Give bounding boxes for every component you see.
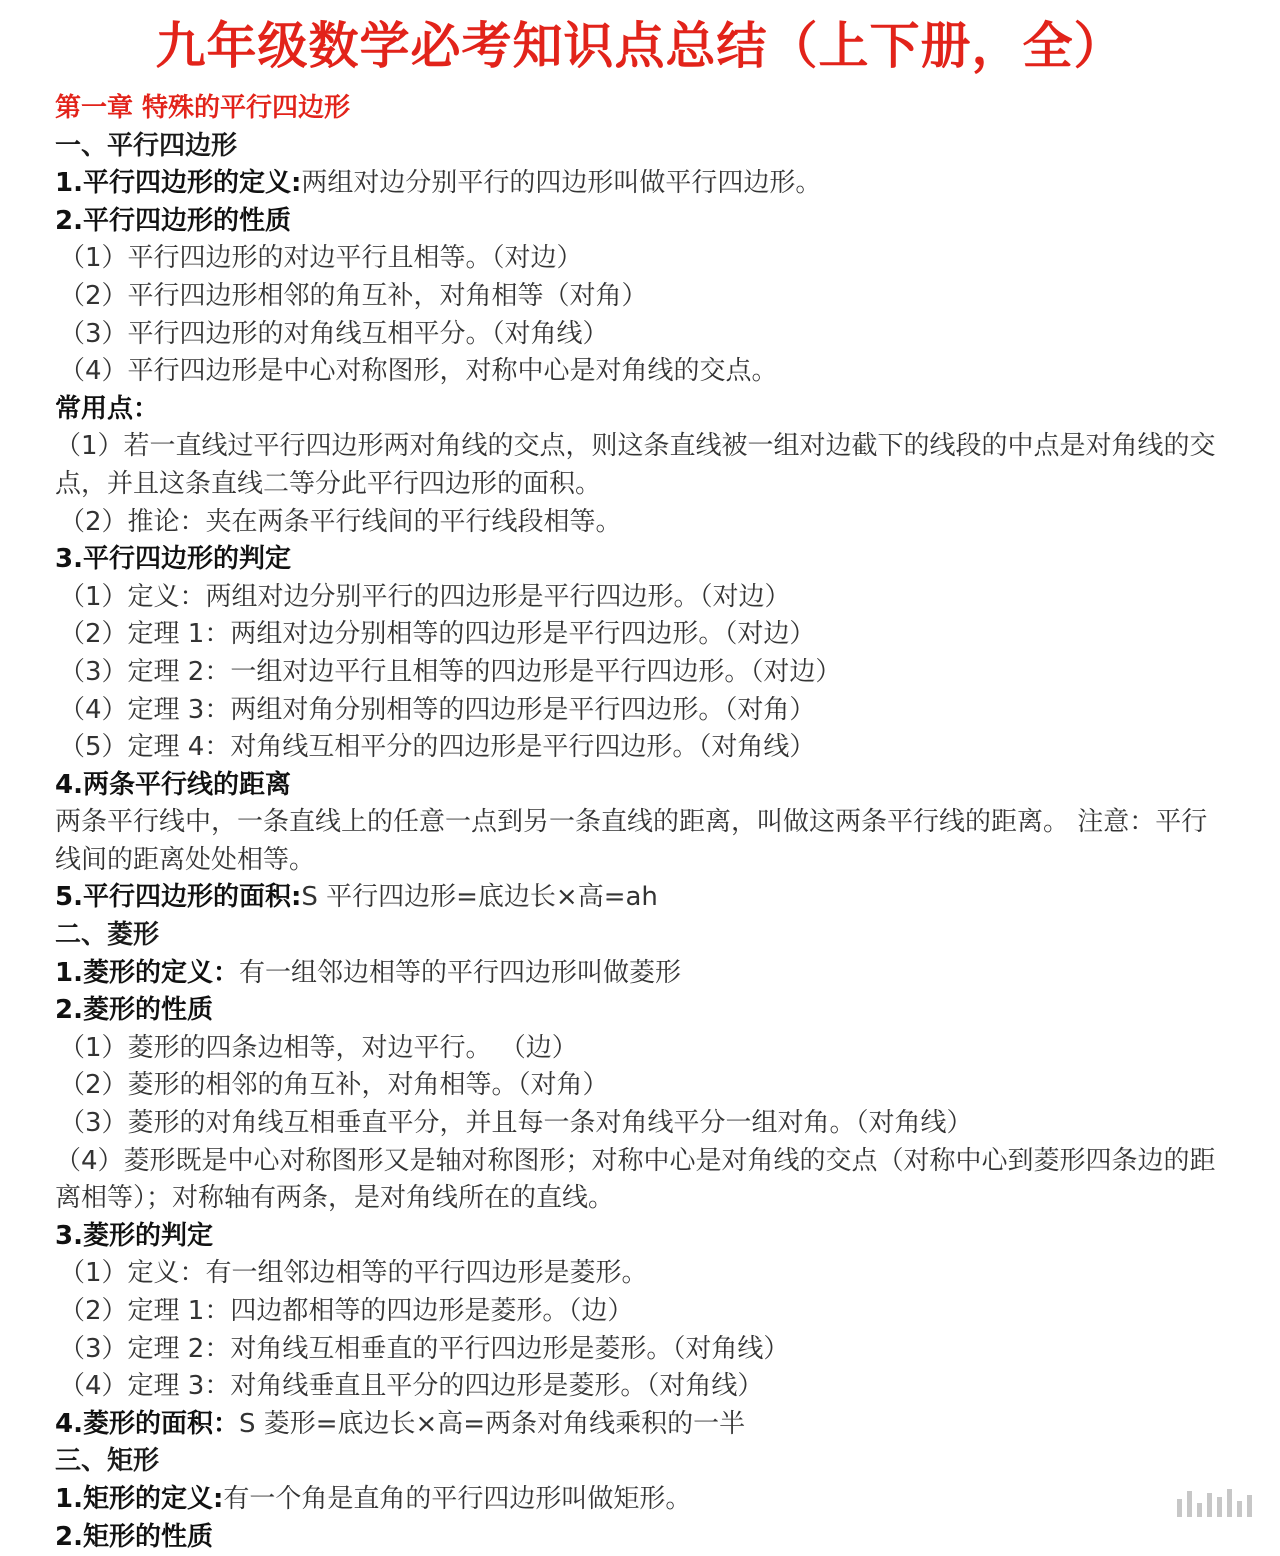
list-item: （2）定理 1：两组对边分别相等的四边形是平行四边形。（对边） — [59, 619, 816, 650]
document-body — [55, 90, 1227, 1556]
list-item: （2）定理 1：四边都相等的四边形是菱形。（边） — [59, 1296, 634, 1326]
list-item: （3）定理 2：对角线互相垂直的平行四边形是菱形。（对角线） — [59, 1333, 790, 1364]
parallelogram-area — [55, 879, 1227, 917]
definition-label: 1.矩形的定义: — [55, 1483, 224, 1514]
parallel-distance-heading: 4.两条平行线的距离 — [55, 769, 291, 800]
definition-text: 有一组邻边相等的平行四边形叫做菱形 — [238, 957, 681, 988]
rectangle-definition — [55, 1481, 1227, 1519]
area-label: 4.菱形的面积： — [55, 1408, 239, 1439]
parallelogram-definition — [55, 165, 1227, 203]
area-text: S 菱形=底边长×高=两条对角线乘积的一半 — [238, 1408, 746, 1439]
definition-label: 1.菱形的定义： — [55, 957, 239, 988]
list-item: （1）定义：两组对边分别平行的四边形是平行四边形。（对边） — [59, 581, 791, 612]
area-text: S 平行四边形=底边长×高=ah — [301, 882, 658, 913]
parallelogram-criteria-heading: 3.平行四边形的判定 — [55, 544, 291, 575]
common-points-heading: 常用点： — [55, 393, 160, 424]
list-item: （5）定理 4：对角线互相平分的四边形是平行四边形。（对角线） — [59, 732, 816, 763]
definition-label: 1.平行四边形的定义: — [55, 168, 302, 199]
list-item: （1）菱形的四条边相等，对边平行。 （边） — [59, 1032, 578, 1063]
chapter-heading: 第一章 特殊的平行四边形 — [55, 93, 351, 123]
definition-text: 有一个角是直角的平行四边形叫做矩形。 — [223, 1483, 692, 1514]
list-item: （4）定理 3：对角线垂直且平分的四边形是菱形。（对角线） — [59, 1371, 764, 1402]
parallelogram-properties-heading: 2.平行四边形的性质 — [55, 205, 291, 236]
section-heading-rhombus: 二、菱形 — [55, 920, 160, 951]
list-item: （4）定理 3：两组对角分别相等的四边形是平行四边形。（对角） — [59, 694, 816, 725]
rhombus-definition — [55, 955, 1227, 993]
definition-text: 两组对边分别平行的四边形叫做平行四边形。 — [301, 168, 822, 199]
page-title: 九年级数学必考知识点总结（上下册，全） — [155, 17, 1125, 75]
list-item: （3）定理 2：一组对边平行且相等的四边形是平行四边形。（对边） — [59, 656, 842, 687]
area-label: 5.平行四边形的面积: — [55, 882, 302, 913]
list-item: （1）平行四边形的对边平行且相等。（对边） — [59, 243, 583, 274]
rectangle-properties-heading: 2.矩形的性质 — [55, 1521, 213, 1552]
list-item: （3）平行四边形的对角线互相平分。（对角线） — [59, 318, 609, 349]
watermark-icon — [1177, 1489, 1252, 1517]
list-item: （2）菱形的相邻的角互补，对角相等。（对角） — [59, 1070, 609, 1101]
rhombus-properties-heading: 2.菱形的性质 — [55, 995, 213, 1026]
common-point-2: （2）推论：夹在两条平行线间的平行线段相等。 — [59, 506, 622, 537]
rhombus-area — [55, 1406, 1227, 1444]
rhombus-criteria-heading: 3.菱形的判定 — [55, 1220, 213, 1251]
list-item: （4）平行四边形是中心对称图形，对称中心是对角线的交点。 — [59, 356, 778, 387]
section-heading-parallelogram: 一、平行四边形 — [55, 130, 238, 161]
list-item: （2）平行四边形相邻的角互补，对角相等（对角） — [59, 280, 648, 311]
list-item: （4）菱形既是中心对称图形又是轴对称图形；对称中心是对角线的交点（对称中心到菱形四条边的距离相等）；对称轴有两条，是对角线所在的直线。 — [55, 1145, 1216, 1214]
parallel-distance-text: 两条平行线中，一条直线上的任意一点到另一条直线的距离，叫做这两条平行线的距离。 注意：平行线间的距离处处相等。 — [55, 807, 1208, 875]
common-point-1: （1）若一直线过平行四边形两对角线的交点，则这条直线被一组对边截下的线段的中点是对角线的交点，并且这条直线二等分此平行四边形的面积。 — [55, 431, 1216, 499]
section-heading-rectangle: 三、矩形 — [55, 1446, 160, 1477]
list-item: （1）定义：有一组邻边相等的平行四边形是菱形。 — [59, 1258, 648, 1289]
list-item: （3）菱形的对角线互相垂直平分，并且每一条对角线平分一组对角。（对角线） — [59, 1108, 973, 1139]
